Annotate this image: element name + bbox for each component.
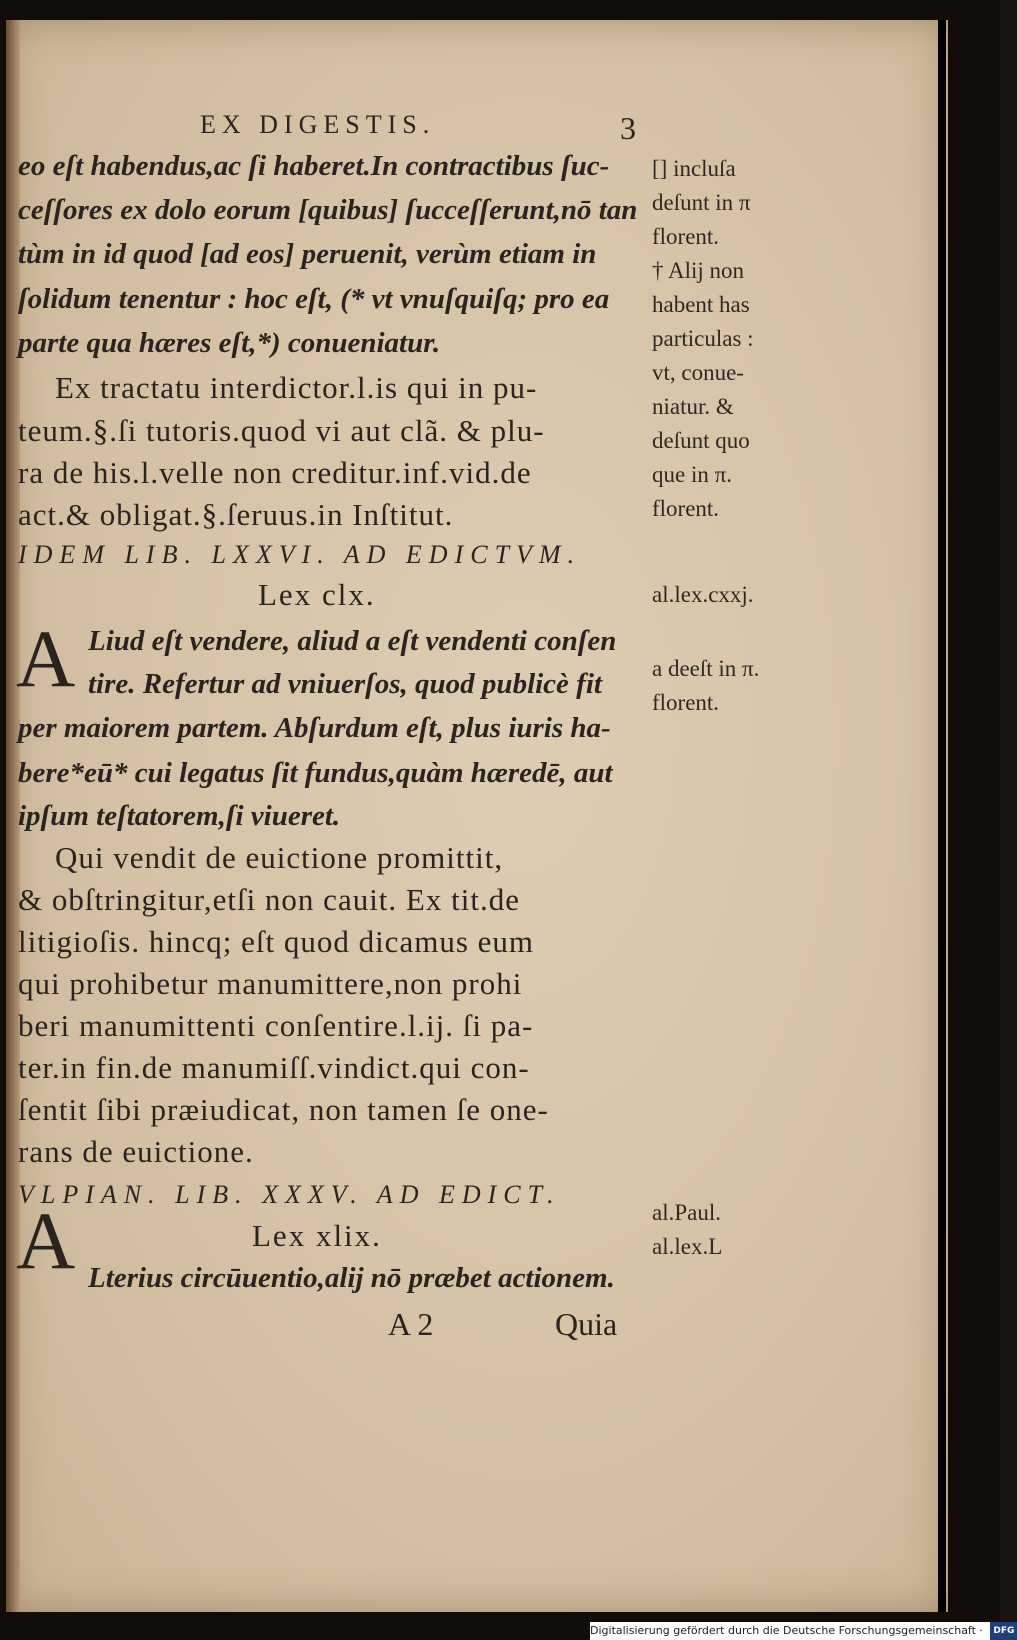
marginal-note-4 xyxy=(652,1196,802,1264)
marginal-note-1-line: florent. xyxy=(652,224,720,249)
marginal-note-1 xyxy=(652,152,802,526)
para4-line-6: ter.in fin.de manumiſſ.vindict.qui con- xyxy=(18,1050,530,1085)
marginal-note-1-line: [] incluſa xyxy=(652,156,736,181)
marginal-note-1-line: vt, conue- xyxy=(652,360,744,385)
marginal-note-3 xyxy=(652,652,802,720)
para4-line-8: rans de euictione. xyxy=(18,1134,254,1169)
lex-number-2: Lex xlix. xyxy=(252,1218,382,1253)
para3-line-4: bere*eū* cui legatus ſit fundus,quàm hæredē, aut xyxy=(18,757,613,789)
dfg-logo: DFG xyxy=(990,1622,1017,1640)
para4-line-1: Qui vendit de euictione promittit, xyxy=(55,840,504,875)
para2-line-3: ra de his.l.velle non creditur.inf.vid.de xyxy=(18,455,532,490)
marginal-note-4-line: al.Paul. xyxy=(652,1200,721,1225)
marginal-note-1-line: deſunt in π xyxy=(652,190,751,215)
section-heading-1: IDEM LIB. LXXVI. AD EDICTVM. xyxy=(18,540,582,569)
para2-line-4: act.& obligat.§.ſeruus.in Inſtitut. xyxy=(18,497,454,532)
marginal-note-2: al.lex.cxxj. xyxy=(652,582,754,607)
para1-line-4: ſolidum tenentur : hoc eſt, (* vt vnuſquiſq; pro ea xyxy=(18,283,610,315)
para3-line-1: Liud eſt vendere, aliud a eſt vendenti conſen xyxy=(88,625,617,657)
para2-line-2: teum.§.ſi tutoris.quod vi aut clã. & plu- xyxy=(18,413,545,448)
para3-line-5: ipſum teſtatorem,ſi viueret. xyxy=(18,800,341,832)
marginal-note-1-line: niatur. & xyxy=(652,394,734,419)
drop-cap-1: A xyxy=(16,613,76,704)
marginal-note-4-line: al.lex.L xyxy=(652,1234,723,1259)
catchword: Quia xyxy=(555,1306,618,1342)
para1-line-3: tùm in id quod [ad eos] peruenit, verùm etiam in xyxy=(18,238,597,270)
marginal-note-1-line: habent has xyxy=(652,292,750,317)
running-head: EX DIGESTIS. xyxy=(200,110,436,139)
footer-text: Digitalisierung gefördert durch die Deutsche Forschungsgemeinschaft · xyxy=(590,1624,983,1637)
signature-mark: A 2 xyxy=(388,1306,434,1342)
marginal-note-1-line: particulas : xyxy=(652,326,754,351)
gutter-shadow xyxy=(938,20,946,1612)
marginal-note-1-line: deſunt quo xyxy=(652,428,750,453)
marginal-note-1-line: † Alij non xyxy=(652,258,745,283)
marginal-note-1-line: que in π. xyxy=(652,462,732,487)
para4-line-4: qui prohibetur manumittere,non prohi xyxy=(18,966,523,1001)
para3-line-3: per maiorem partem. Abſurdum eſt, plus iuris ha- xyxy=(18,712,611,744)
section-heading-2: VLPIAN. LIB. XXXV. AD EDICT. xyxy=(18,1180,561,1209)
para1-line-1: eo eſt habendus,ac ſi haberet.In contractibus ſuc- xyxy=(18,150,610,182)
para3-line-2: tire. Refertur ad vniuerſos, quod publicè fit xyxy=(88,668,602,700)
para4-line-2: & obſtringitur,etſi non cauit. Ex tit.de xyxy=(18,882,520,917)
digitization-footer xyxy=(590,1622,1015,1640)
marginal-note-1-line: florent. xyxy=(652,496,720,521)
para4-line-3: litigioſis. hincq; eſt quod dicamus eum xyxy=(18,924,535,959)
drop-cap-2: A xyxy=(16,1195,76,1286)
folio-number: 3 xyxy=(620,110,636,146)
para2-line-1: Ex tractatu interdictor.l.is qui in pu- xyxy=(55,370,538,405)
para4-line-7: ſentit ſibi præiudicat, non tamen ſe one- xyxy=(18,1092,549,1127)
marginal-note-3-line: florent. xyxy=(652,690,720,715)
para1-line-2: ceſſores ex dolo eorum [quibus] ſucceſſerunt,nō tan xyxy=(18,194,638,226)
para5-line-1: Lterius circūuentio,alij nō præbet actionem. xyxy=(88,1262,615,1294)
marginal-note-3-line: a deeſt in π. xyxy=(652,656,760,681)
para4-line-5: beri manumittenti conſentire.l.ij. ſi pa- xyxy=(18,1008,534,1043)
lex-number-1: Lex clx. xyxy=(258,577,376,612)
para1-line-5: parte qua hæres eſt,*) conueniatur. xyxy=(18,327,441,359)
